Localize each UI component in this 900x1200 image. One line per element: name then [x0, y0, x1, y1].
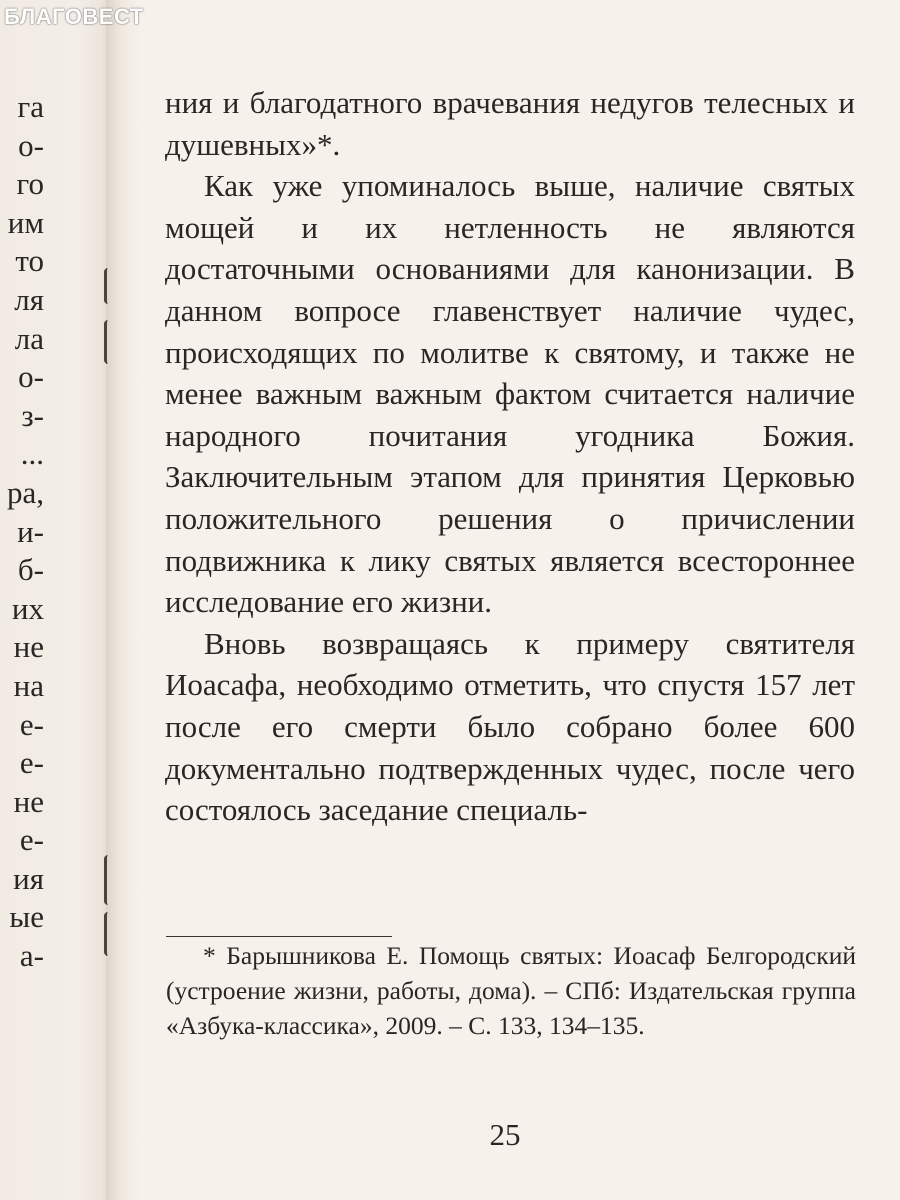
binding-stitch-icon: [104, 912, 114, 956]
watermark-logo: БЛАГОВЕСТ: [4, 4, 144, 29]
left-page-fragment: ла: [14, 320, 44, 356]
footnote: * Барышникова Е. Помощь святых: Иоасаф Белгородский (устроение жизни, работы, дома). – СПб: Издательская группа «Азбука-классика», 2009. – С. 133, 134–135.: [166, 941, 856, 1040]
footnote-divider: [166, 936, 392, 937]
binding-stitch-icon: [104, 855, 114, 905]
left-page-fragment: а-: [19, 938, 44, 974]
left-page-fragment: е-: [19, 822, 44, 858]
left-page-fragment: е-: [19, 745, 44, 781]
left-page-fragment: б-: [17, 552, 44, 588]
left-page-fragment: е-: [19, 706, 44, 742]
main-text: [165, 82, 855, 831]
left-page-fragment: га: [17, 89, 44, 124]
left-page-fragment: го: [16, 166, 44, 202]
left-page-fragment: не: [13, 783, 44, 819]
left-page-fragment: ра,: [6, 474, 44, 510]
left-page-fragment: ия: [13, 860, 44, 896]
paragraph-continuation: ния и благодатного врачевания недугов телесных и душевных»*.: [165, 85, 855, 162]
left-page-fragment: ...: [20, 436, 44, 472]
left-page-fragment: з-: [21, 397, 44, 433]
left-page-fragments: [0, 88, 44, 976]
book-gutter: [106, 0, 140, 1200]
binding-stitch-icon: [104, 268, 114, 304]
left-page-fragment: не: [13, 629, 44, 665]
left-page-fragment: то: [15, 243, 44, 279]
paragraph-ioasaf: Вновь возвращаясь к примеру святителя Иоасафа, необходимо отметить, что спустя 157 лет после его смерти было собрано более 600 документально подтвержденных чудес, после чего состоялось заседание специаль-: [165, 625, 855, 828]
left-page-fragment: о-: [18, 359, 44, 395]
left-page-fragment: ля: [14, 281, 44, 317]
left-page-fragment: о-: [18, 127, 44, 163]
left-page-fragment: их: [11, 590, 44, 626]
left-page-fragment: и-: [17, 513, 44, 549]
paragraph-canonization: Как уже упоминалось выше, наличие святых мощей и их нетленность не являются достаточными основаниями для канонизации. В данном вопросе главенствует наличие чудес, происходящих по молитве к святому, и также не менее важным важным фактом считается наличие народного почитания угодника Божия. Заключительным этапом для принятия Церковью положительного решения о причислении подвижника к лику святых является всестороннее исследование его жизни.: [165, 168, 855, 620]
binding-stitch-icon: [104, 320, 114, 364]
page-number: 25: [489, 1117, 521, 1152]
left-page-fragment: им: [7, 204, 44, 240]
left-page-fragment: на: [13, 667, 44, 703]
left-page-fragment: ые: [9, 899, 44, 935]
